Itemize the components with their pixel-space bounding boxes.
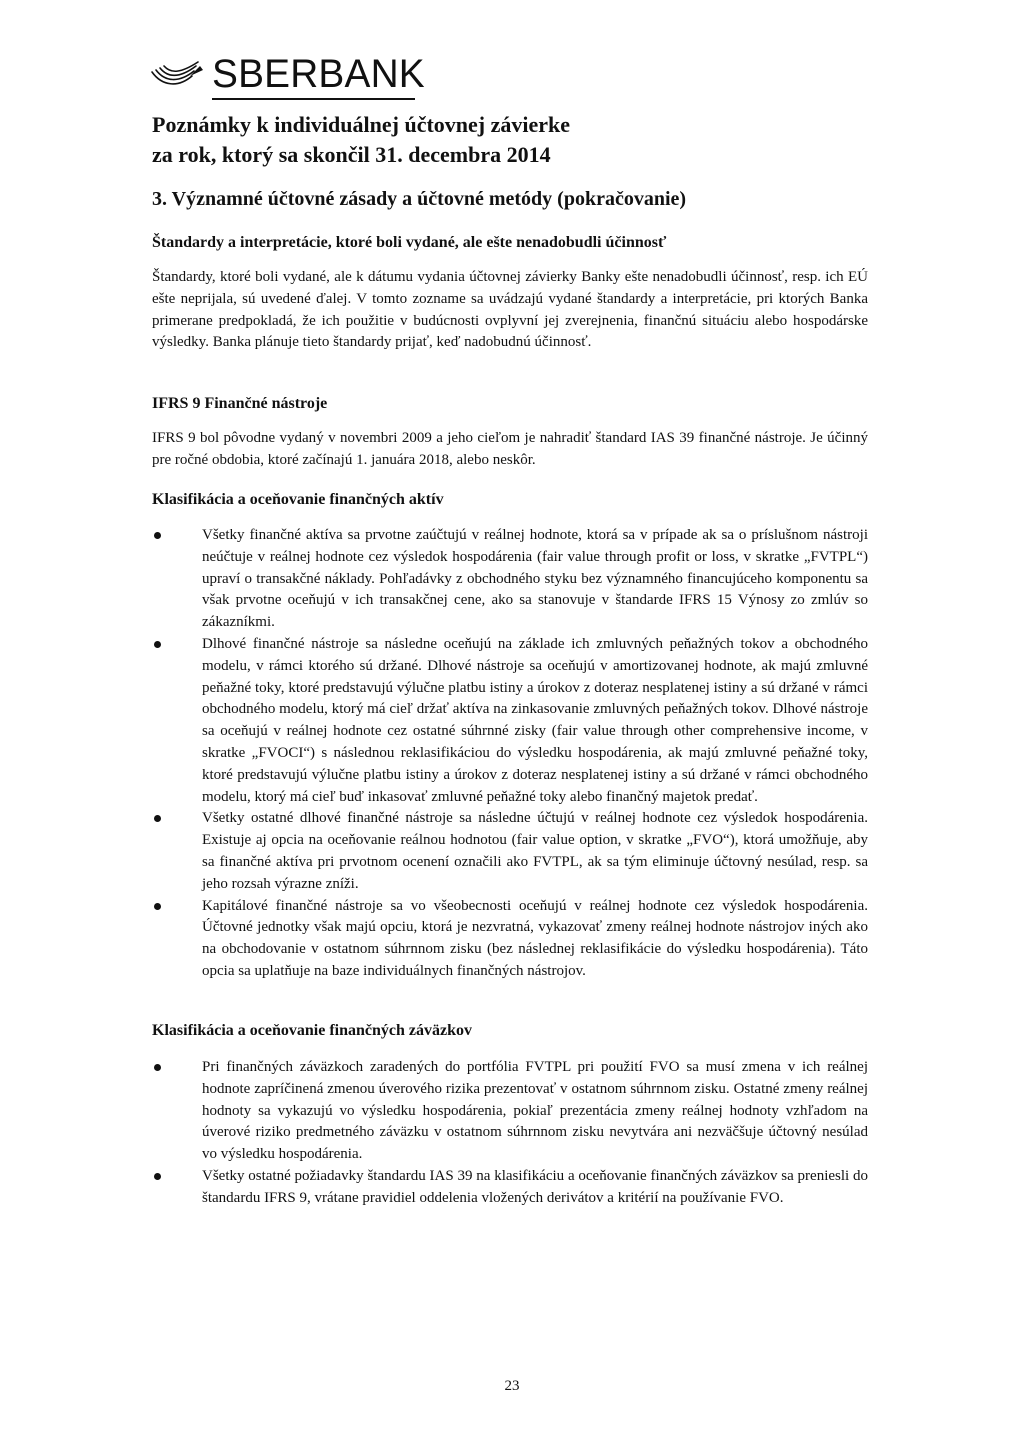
page-number: 23 xyxy=(504,1378,520,1394)
ifrs9-paragraph: IFRS 9 bol pôvodne vydaný v novembri 2009 a jeho cieľom je nahradiť štandard IAS 39 finančné nástroje. Je účinný pre ročné obdobia, ktoré začínajú 1. januára 2018, alebo neskôr. xyxy=(152,430,868,468)
bullet-icon xyxy=(154,903,161,910)
document-title xyxy=(152,110,912,170)
bullet-icon xyxy=(154,1064,161,1071)
document-title-line-1: Poznámky k individuálnej účtovnej závierke xyxy=(152,112,571,137)
document-title-line-2: za rok, ktorý sa skončil 31. decembra 2014 xyxy=(152,142,551,167)
list-item xyxy=(152,808,868,895)
list-item-text: Všetky finančné aktíva sa prvotne zaúčtujú v reálnej hodnote, ktorá sa v prípade ak sa o príslušnom nástroji neúčtuje v reálnej hodnote cez výsledok hospodárenia (fair value through profit or loss, v skratke „FVTPL“) upraví o transakčné náklady. Pohľadávky z obchodného styku bez významného financujúceho komponentu sa však prvotne oceňujú v ich transakčnej cene, ako sa stanovuje v štandarde IFRS 15 Výnosy zo zmlúv so zákazníkmi. xyxy=(202,527,868,631)
bullet-icon xyxy=(154,815,161,822)
ifrs9-heading: IFRS 9 Finančné nástroje xyxy=(152,395,328,412)
list-item-text: Všetky ostatné dlhové finančné nástroje sa následne účtujú v reálnej hodnote cez výsledok hospodárenia. Existuje aj opcia na oceňovanie reálnou hodnotou (fair value option, v skratke „FVO“), ktorá umožňuje, aby sa finančné aktíva pri prvotnom ocenení označili ako FVTPL, ak sa tým eliminuje účtovný nesúlad, resp. sa jeho rozsah výrazne zníži. xyxy=(202,810,868,892)
list-item xyxy=(152,1057,868,1166)
section-heading: 3. Významné účtovné zásady a účtovné metódy (pokračovanie) xyxy=(152,188,687,210)
list-item xyxy=(152,525,868,634)
bullet-icon xyxy=(154,641,161,648)
assets-heading: Klasifikácia a oceňovanie finančných aktív xyxy=(152,491,444,508)
list-item-text: Pri finančných záväzkoch zaradených do portfólia FVTPL pri použití FVO sa musí zmena v ich reálnej hodnote zapríčinená zmenou úverového rizika prezentovať v ostatnom súhrnnom zisku. Ostatné zmeny reálnej hodnoty sa vykazujú vo výsledku hospodárenia, pokiaľ prezentácia zmeny reálnej hodnoty vzhľadom na úverové riziko predmetného záväzku v ostatnom súhrnnom zisku nevytvára ani nezväčšuje účtovný nesúlad vo výsledku hospodárenia. xyxy=(202,1059,868,1163)
list-item-text: Kapitálové finančné nástroje sa vo všeobecnosti oceňujú v reálnej hodnote cez výsledok hospodárenia. Účtovné jednotky však majú opciu, ktorá je nezvratná, vykazovať zmeny reálnej hodnote nástrojov iných ako na obchodovanie v ostatnom súhrnnom zisku (bez následnej reklasifikácie do výsledku hospodárenia). Táto opcia sa uplatňuje na baze individuálnych finančných nástrojov. xyxy=(202,897,868,979)
brand-underline xyxy=(212,98,415,100)
liabilities-heading: Klasifikácia a oceňovanie finančných záväzkov xyxy=(152,1022,472,1039)
standards-subheading: Štandardy a interpretácie, ktoré boli vydané, ale ešte nenadobudli účinnosť xyxy=(152,234,667,251)
bullet-icon xyxy=(154,532,161,539)
list-item xyxy=(152,896,868,983)
list-item xyxy=(152,1166,868,1210)
standards-intro-paragraph: Štandardy, ktoré boli vydané, ale k dátumu vydania účtovnej závierky Banky ešte nenadobudli účinnosť, resp. ich EÚ ešte neprijala, sú uvedené ďalej. V tomto zozname sa uvádzajú vydané štandardy a interpretácie, pri ktorých Banka primerane predpokladá, že ich použitie v budúcnosti ovplyvní jej zverejnenia, finančnú situáciu alebo hospodárske výsledky. Banka plánuje tieto štandardy prijať, keď nadobudnú účinnosť. xyxy=(152,269,868,351)
list-item-text: Všetky ostatné požiadavky štandardu IAS 39 na klasifikáciu a oceňovanie finančných záväzkov sa preniesli do štandardu IFRS 9, vrátane pravidiel oddelenia vložených derivátov a kritérií na používanie FVO. xyxy=(202,1167,868,1206)
sberbank-logo-icon xyxy=(150,60,206,90)
sberbank-logo xyxy=(150,50,425,102)
bullet-icon xyxy=(154,1173,161,1180)
list-item-text: Dlhové finančné nástroje sa následne oceňujú na základe ich zmluvných peňažných tokov a obchodného modelu, v rámci ktorého sú držané. Dlhové nástroje sa oceňujú v amortizovanej hodnote, ak majú zmluvné peňažné toky, ktoré predstavujú výlučne platbu istiny a úrokov z doteraz nesplatenej istiny a sú držané v rámci obchodného modelu, ktorý má cieľ držať aktíva na zinkasovanie zmluvných peňažných tokov. Dlhové nástroje sa oceňujú v reálnej hodnote cez ostatné súhrnné zisky (fair value through other comprehensive income, v skratke „FVOCI“) s následnou reklasifikáciou do výsledku hospodárenia, ak majú zmluvné peňažné toky, ktoré predstavujú výlučne platbu istiny a úrokov z doteraz nesplatenej istiny a sú držané v rámci obchodného modelu, ktorý má cieľ buď inkasovať zmluvné peňažné toky alebo finančný majetok predať. xyxy=(202,635,868,805)
assets-bullet-list xyxy=(152,525,868,983)
list-item xyxy=(152,634,868,808)
brand-name: SBERBANK xyxy=(212,52,425,96)
liabilities-bullet-list xyxy=(152,1057,868,1210)
